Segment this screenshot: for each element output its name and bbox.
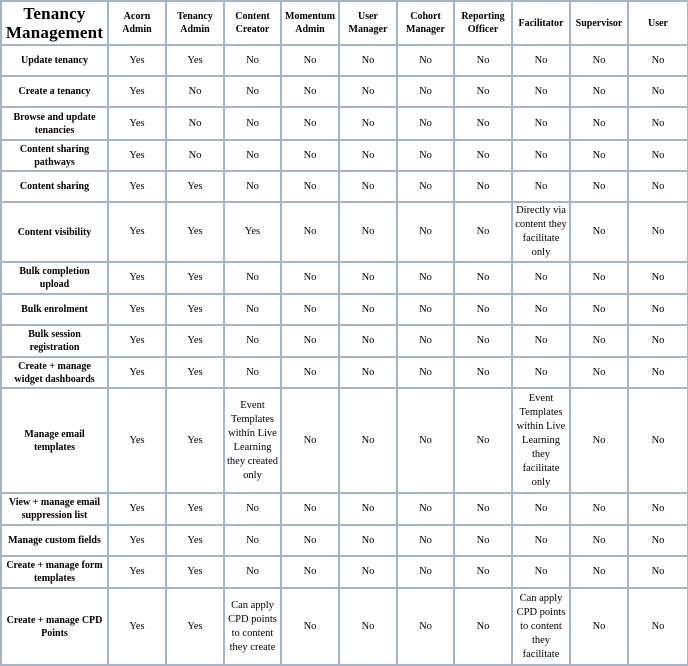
feature-label: Bulk enrolment [1,294,108,325]
permission-cell: No [166,76,224,107]
permission-cell: No [512,493,570,525]
permission-cell: No [397,262,454,294]
permission-cell: No [454,107,512,140]
permission-cell: No [224,525,281,556]
permission-cell: No [166,140,224,171]
table-title: Tenancy Management [1,1,108,45]
permission-cell: No [224,325,281,357]
permission-cell: Can apply CPD points to content they create [224,588,281,665]
permission-cell: No [512,76,570,107]
permission-cell: No [339,556,397,588]
permission-cell: No [628,493,688,525]
permission-cell: No [628,588,688,665]
permission-cell: No [339,45,397,76]
permission-cell: Yes [108,357,166,388]
column-header: Facilitator [512,1,570,45]
permission-cell: No [339,525,397,556]
table-row [1,525,688,556]
permission-cell: Yes [108,294,166,325]
permission-cell: No [570,107,628,140]
permission-cell: Yes [166,556,224,588]
permission-cell: No [397,107,454,140]
permission-cell: No [224,45,281,76]
permission-cell: No [628,294,688,325]
permission-cell: No [628,107,688,140]
permission-cell: No [281,388,339,493]
column-header: Momentum Admin [281,1,339,45]
permission-cell: No [628,388,688,493]
feature-label: Content sharing [1,171,108,202]
feature-label: Create + manage form templates [1,556,108,588]
column-header: Cohort Manager [397,1,454,45]
permission-cell: Yes [108,262,166,294]
permission-cell: No [628,262,688,294]
table-row [1,262,688,294]
permission-cell: No [224,76,281,107]
permission-cell: No [454,262,512,294]
permission-cell: No [454,357,512,388]
permission-cell: No [628,202,688,262]
column-header: Acorn Admin [108,1,166,45]
permission-cell: Yes [166,45,224,76]
permission-cell: No [224,556,281,588]
table-row [1,388,688,493]
permission-cell: No [628,357,688,388]
permission-cell: No [628,556,688,588]
permission-cell: No [512,325,570,357]
permission-cell: No [224,262,281,294]
permission-cell: Yes [108,171,166,202]
permission-cell: Yes [108,493,166,525]
permission-cell: No [281,107,339,140]
permission-cell: No [454,140,512,171]
permission-cell: No [339,388,397,493]
permission-cell: Yes [166,294,224,325]
permission-cell: No [281,493,339,525]
permission-cell: No [339,294,397,325]
permission-cell: No [397,294,454,325]
table-row [1,493,688,525]
permission-cell: No [281,357,339,388]
permission-cell: No [397,325,454,357]
table-row [1,45,688,76]
permission-cell: No [512,45,570,76]
permission-cell: No [281,76,339,107]
permission-cell: No [570,140,628,171]
permission-cell: No [224,107,281,140]
column-header: Reporting Officer [454,1,512,45]
permission-cell: No [281,588,339,665]
permission-cell: No [339,357,397,388]
permission-cell: No [224,171,281,202]
permission-cell: No [570,262,628,294]
permission-cell: No [397,171,454,202]
permission-cell: No [397,76,454,107]
permission-cell: No [281,262,339,294]
permission-cell: Yes [108,76,166,107]
feature-label: Create + manage widget dashboards [1,357,108,388]
permission-cell: Yes [108,556,166,588]
permission-cell: No [628,45,688,76]
table-row [1,107,688,140]
permission-cell: No [166,107,224,140]
permission-cell: No [570,45,628,76]
feature-label: Create + manage CPD Points [1,588,108,665]
permission-cell: Can apply CPD points to content they facilitate [512,588,570,665]
permission-cell: Yes [108,525,166,556]
permission-cell: No [339,588,397,665]
permission-cell: Yes [166,388,224,493]
permission-cell: No [339,171,397,202]
permission-cell: No [397,202,454,262]
permission-cell: No [397,588,454,665]
permission-cell: No [454,388,512,493]
permission-cell: Event Templates within Live Learning they created only [224,388,281,493]
permission-cell: No [570,294,628,325]
permission-cell: No [281,525,339,556]
permission-cell: No [512,525,570,556]
permission-cell: No [570,588,628,665]
permission-cell: No [570,556,628,588]
permission-cell: No [512,140,570,171]
permission-cell: No [224,140,281,171]
permission-cell: Yes [108,388,166,493]
permission-cell: No [397,45,454,76]
permission-cell: No [512,357,570,388]
permission-cell: No [570,525,628,556]
permission-cell: No [570,357,628,388]
permission-cell: No [397,388,454,493]
permission-cell: No [339,325,397,357]
permission-cell: No [454,325,512,357]
permission-cell: No [570,171,628,202]
permission-cell: No [281,556,339,588]
table-row [1,76,688,107]
feature-label: Update tenancy [1,45,108,76]
permission-cell: Yes [108,202,166,262]
table-row [1,294,688,325]
permission-cell: No [339,202,397,262]
permission-cell: No [454,45,512,76]
permission-cell: No [512,262,570,294]
permission-cell: No [454,202,512,262]
permission-cell: Yes [108,45,166,76]
feature-label: Browse and update tenancies [1,107,108,140]
permission-cell: Event Templates within Live Learning they facilitate only [512,388,570,493]
permission-cell: No [454,556,512,588]
table-row [1,556,688,588]
feature-label: View + manage email suppression list [1,493,108,525]
feature-label: Content sharing pathways [1,140,108,171]
permission-cell: No [397,525,454,556]
permission-cell: No [397,140,454,171]
permission-cell: No [339,262,397,294]
permission-cell: No [281,294,339,325]
permission-cell: Yes [166,357,224,388]
permission-cell: No [281,171,339,202]
permission-cell: No [512,107,570,140]
permission-cell: No [339,76,397,107]
column-header: User [628,1,688,45]
permission-cell: Yes [166,171,224,202]
feature-label: Manage custom fields [1,525,108,556]
permission-cell: No [454,588,512,665]
permission-cell: No [397,357,454,388]
permission-cell: No [281,140,339,171]
permission-cell: No [628,171,688,202]
permission-cell: No [339,493,397,525]
permission-cell: Yes [108,325,166,357]
permission-cell: Yes [166,262,224,294]
table-row [1,140,688,171]
permission-cell: No [512,171,570,202]
table-row [1,588,688,665]
header-row [1,1,688,45]
permission-cell: No [570,76,628,107]
permission-cell: No [397,556,454,588]
permission-cell: No [454,76,512,107]
feature-label: Content visibility [1,202,108,262]
feature-label: Create a tenancy [1,76,108,107]
column-header: Supervisor [570,1,628,45]
permission-cell: Yes [166,525,224,556]
permission-cell: No [628,325,688,357]
permission-cell: No [454,171,512,202]
permission-cell: No [512,294,570,325]
table-row [1,357,688,388]
table-row [1,171,688,202]
column-header: User Manager [339,1,397,45]
permission-cell: No [628,76,688,107]
permission-cell: No [339,107,397,140]
feature-label: Manage email templates [1,388,108,493]
permission-cell: No [628,140,688,171]
permission-cell: No [224,294,281,325]
permission-cell: Yes [224,202,281,262]
permission-cell: Yes [166,493,224,525]
permission-cell: No [570,493,628,525]
permission-cell: No [570,202,628,262]
table-row [1,202,688,262]
permission-cell: Yes [166,588,224,665]
permission-cell: No [570,325,628,357]
permission-cell: No [397,493,454,525]
permission-cell: Yes [166,325,224,357]
permission-cell: Yes [166,202,224,262]
permission-cell: No [224,493,281,525]
column-header: Tenancy Admin [166,1,224,45]
permission-cell: Yes [108,140,166,171]
permission-cell: No [281,202,339,262]
permission-cell: No [281,325,339,357]
permission-cell: Yes [108,107,166,140]
feature-label: Bulk completion upload [1,262,108,294]
permission-cell: No [224,357,281,388]
permission-cell: No [628,525,688,556]
feature-label: Bulk session registration [1,325,108,357]
permission-cell: No [339,140,397,171]
table-row [1,325,688,357]
permission-cell: No [454,493,512,525]
permission-cell: No [512,556,570,588]
permission-cell: No [454,525,512,556]
permission-cell: No [281,45,339,76]
column-header: Content Creator [224,1,281,45]
permission-cell: Directly via content they facilitate only [512,202,570,262]
permission-cell: Yes [108,588,166,665]
permission-cell: No [454,294,512,325]
permission-cell: No [570,388,628,493]
